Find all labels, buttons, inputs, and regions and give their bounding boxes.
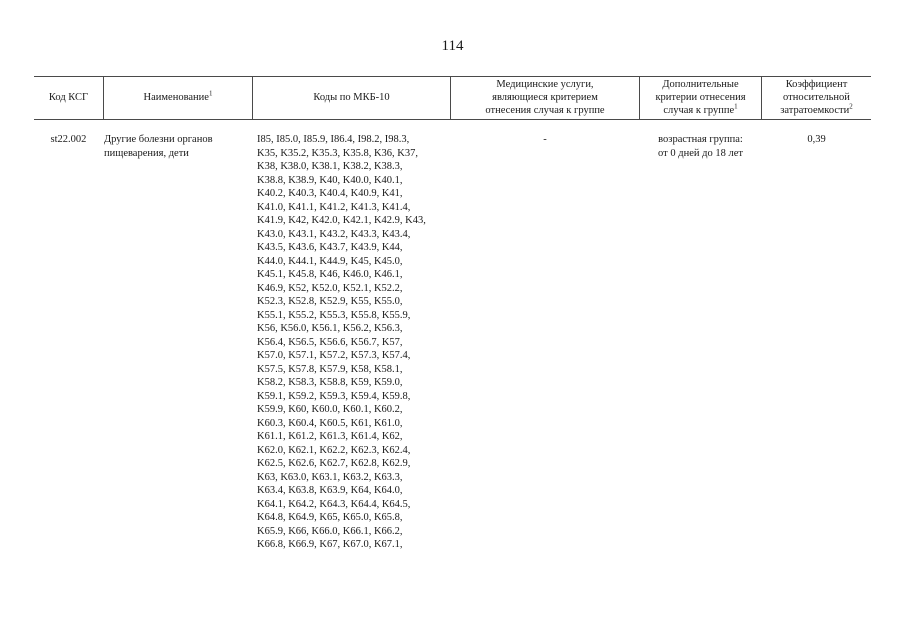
header-coefficient-line: относительной: [783, 92, 850, 103]
icd-code-line: K60.3, K60.4, K60.5, K61, K61.0,: [257, 417, 403, 429]
icd-code-line: K38.8, K38.9, K40, K40.0, K40.1,: [257, 174, 403, 186]
header-name-text: Наименование: [143, 92, 209, 103]
header-medical-services-line: отнесения случая к группе: [485, 105, 605, 116]
icd-code-line: K62.5, K62.6, K62.7, K62.8, K62.9,: [257, 458, 411, 469]
icd-code-line: K45.1, K45.8, K46, K46.0, K46.1,: [257, 269, 403, 280]
header-coefficient: [762, 76, 871, 119]
header-ksg-code-text: Код КСГ: [48, 92, 89, 103]
header-name: [104, 76, 252, 119]
icd-code-line: K65.9, K66, K66.0, K66.1, K66.2,: [257, 525, 403, 537]
header-medical-services-line: Медицинские услуги,: [496, 79, 594, 90]
row-name: [104, 133, 250, 160]
row-name-line: Другие болезни органов: [104, 134, 213, 145]
icd-code-line: K35, K35.2, K35.3, K35.8, K36, K37,: [257, 147, 418, 159]
header-additional-criteria: [640, 76, 761, 119]
footnote-marker: 1: [208, 89, 213, 98]
icd-code-line: K64.8, K64.9, K65, K65.0, K65.8,: [257, 512, 403, 523]
row-medical-services: -: [543, 134, 547, 145]
header-medical-services: [451, 76, 639, 119]
header-coefficient-line: затратоемкости: [780, 105, 850, 116]
icd-code-line: K58.2, K58.3, K58.8, K59, K59.0,: [257, 377, 403, 388]
icd-code-line: K43.0, K43.1, K43.2, K43.3, K43.4,: [257, 228, 411, 240]
icd-code-line: K38, K38.0, K38.1, K38.2, K38.3,: [257, 161, 403, 172]
header-coefficient-line: Коэффициент: [785, 79, 848, 90]
icd-code-line: I85, I85.0, I85.9, I86.4, I98.2, I98.3,: [257, 134, 410, 145]
header-medical-services-line: являющиеся критерием: [492, 92, 598, 103]
icd-code-line: K66.8, K66.9, K67, K67.0, K67.1,: [257, 539, 403, 550]
icd-code-line: K59.9, K60, K60.0, K60.1, K60.2,: [257, 404, 403, 415]
footnote-marker: 2: [849, 102, 853, 111]
icd-code-line: K46.9, K52, K52.0, K52.1, K52.2,: [257, 282, 403, 294]
icd-code-line: K43.5, K43.6, K43.7, K43.9, K44,: [257, 242, 403, 253]
header-additional-criteria-line: Дополнительные: [662, 79, 739, 90]
header-additional-criteria-line: критерии отнесения: [655, 92, 746, 103]
icd-code-line: K41.9, K42, K42.0, K42.1, K42.9, K43,: [257, 215, 426, 226]
icd-code-line: K63, K63.0, K63.1, K63.2, K63.3,: [257, 471, 403, 483]
icd-code-line: K56, K56.0, K56.1, K56.2, K56.3,: [257, 323, 403, 334]
icd-code-line: K63.4, K63.8, K63.9, K64, K64.0,: [257, 485, 403, 496]
icd-code-line: K64.1, K64.2, K64.3, K64.4, K64.5,: [257, 498, 411, 510]
row-icd-codes: [257, 133, 452, 552]
header-ksg-code: [34, 76, 103, 119]
row-coefficient: 0,39: [807, 134, 826, 145]
icd-code-line: K56.4, K56.5, K56.6, K56.7, K57,: [257, 336, 403, 348]
icd-code-line: K57.5, K57.8, K57.9, K58, K58.1,: [257, 363, 403, 375]
table-header-bottom-rule: [34, 119, 871, 120]
icd-code-line: K52.3, K52.8, K52.9, K55, K55.0,: [257, 296, 403, 307]
row-ksg-code: st22.002: [50, 134, 87, 145]
page-number: 114: [441, 38, 464, 54]
header-icd-codes-text: Коды по МКБ-10: [313, 92, 390, 103]
footnote-marker: 1: [734, 102, 738, 111]
icd-code-line: K40.2, K40.3, K40.4, K40.9, K41,: [257, 188, 403, 199]
icd-code-line: K41.0, K41.1, K41.2, K41.3, K41.4,: [257, 201, 411, 213]
icd-code-line: K59.1, K59.2, K59.3, K59.4, K59.8,: [257, 390, 411, 402]
row-criteria-line: от 0 дней до 18 лет: [658, 147, 743, 159]
header-icd-codes: [253, 76, 450, 119]
header-additional-criteria-line: случая к группе: [663, 105, 735, 116]
row-additional-criteria: [640, 133, 761, 160]
icd-code-line: K62.0, K62.1, K62.2, K62.3, K62.4,: [257, 444, 411, 456]
icd-code-line: K44.0, K44.1, K44.9, K45, K45.0,: [257, 255, 403, 267]
icd-code-line: K55.1, K55.2, K55.3, K55.8, K55.9,: [257, 309, 411, 321]
icd-code-line: K57.0, K57.1, K57.2, K57.3, K57.4,: [257, 350, 411, 361]
row-criteria-line: возрастная группа:: [658, 134, 743, 145]
icd-code-line: K61.1, K61.2, K61.3, K61.4, K62,: [257, 431, 403, 442]
row-name-line: пищеварения, дети: [104, 147, 189, 159]
